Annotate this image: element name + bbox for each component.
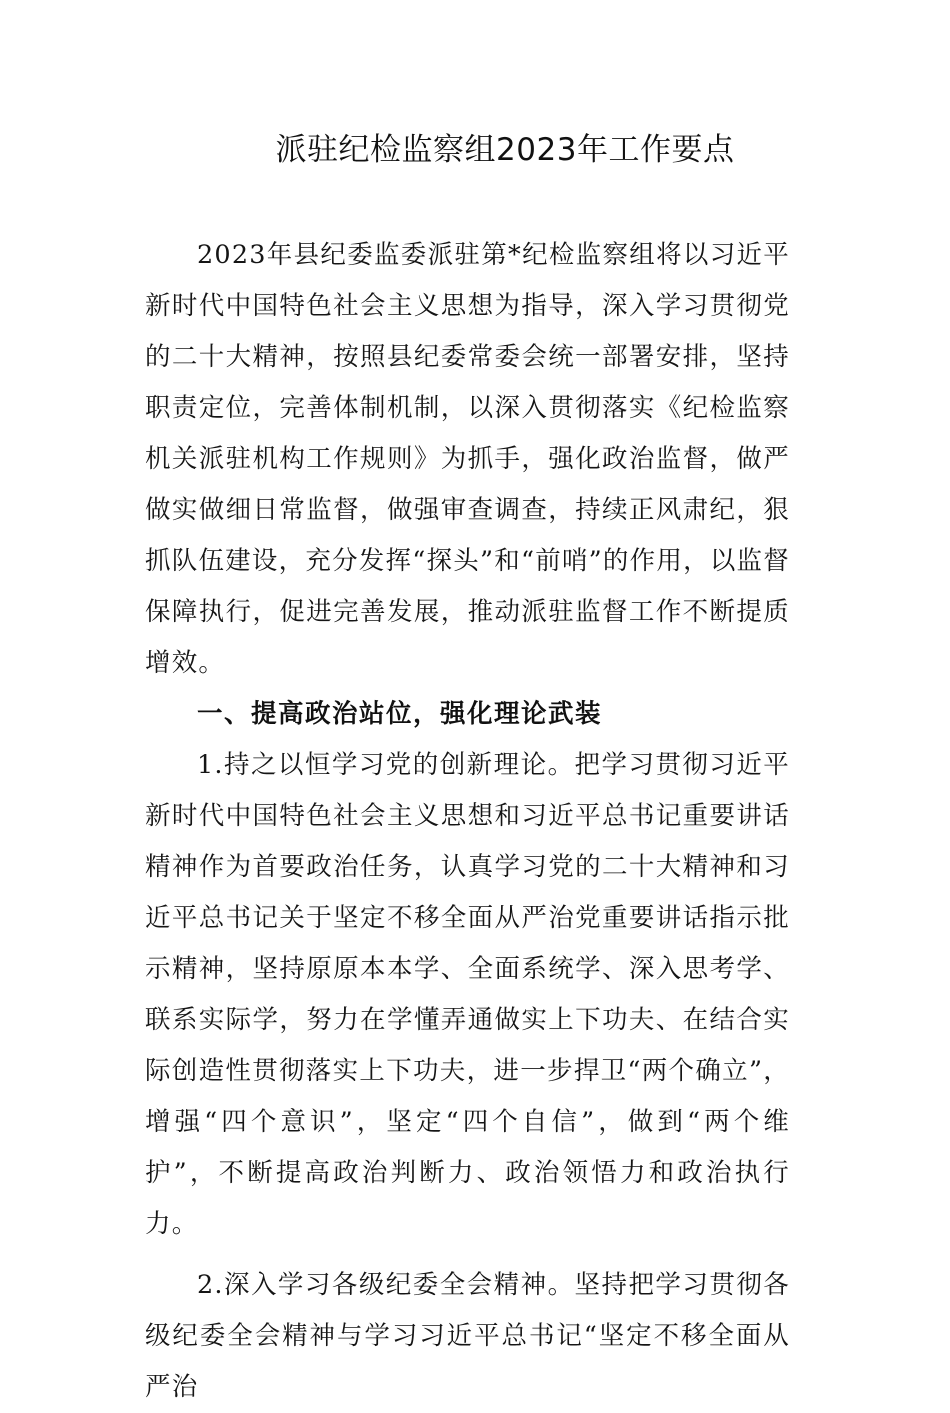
item-1-paragraph: 1.持之以恒学习党的创新理论。把学习贯彻习近平新时代中国特色社会主义思想和习近平总书记重要讲话精神作为首要政治任务，认真学习党的二十大精神和习近平总书记关于坚定不移全面从严治党重要讲话指示批示精神，坚持原原本本学、全面系统学、深入思考学、联系实际学，努力在学懂弄通做实上下功夫、在结合实际创造性贯彻落实上下功夫，进一步捍卫“两个确立”，增强“四个意识”，坚定“四个自信”，做到“两个维护”，不断提高政治判断力、政治领悟力和政治执行力。 [145,750,790,1239]
document-title: 派驻纪检监察组2023年工作要点 [275,132,735,168]
item-2-paragraph: 2.深入学习各级纪委全会精神。坚持把学习贯彻各级纪委全会精神与学习习近平总书记“坚定不移全面从严治 [145,1270,790,1402]
document-body [145,230,790,1413]
intro-paragraph: 2023年县纪委监委派驻第*纪检监察组将以习近平新时代中国特色社会主义思想为指导，深入学习贯彻党的二十大精神，按照县纪委常委会统一部署安排，坚持职责定位，完善体制机制，以深入贯彻落实《纪检监察机关派驻机构工作规则》为抓手，强化政治监督，做严做实做细日常监督，做强审查调查，持续正风肃纪，狠抓队伍建设，充分发挥“探头”和“前哨”的作用，以监督保障执行，促进完善发展，推动派驻监督工作不断提质增效。 [145,240,790,678]
section-heading-1: 一、提高政治站位，强化理论武装 [197,699,603,729]
